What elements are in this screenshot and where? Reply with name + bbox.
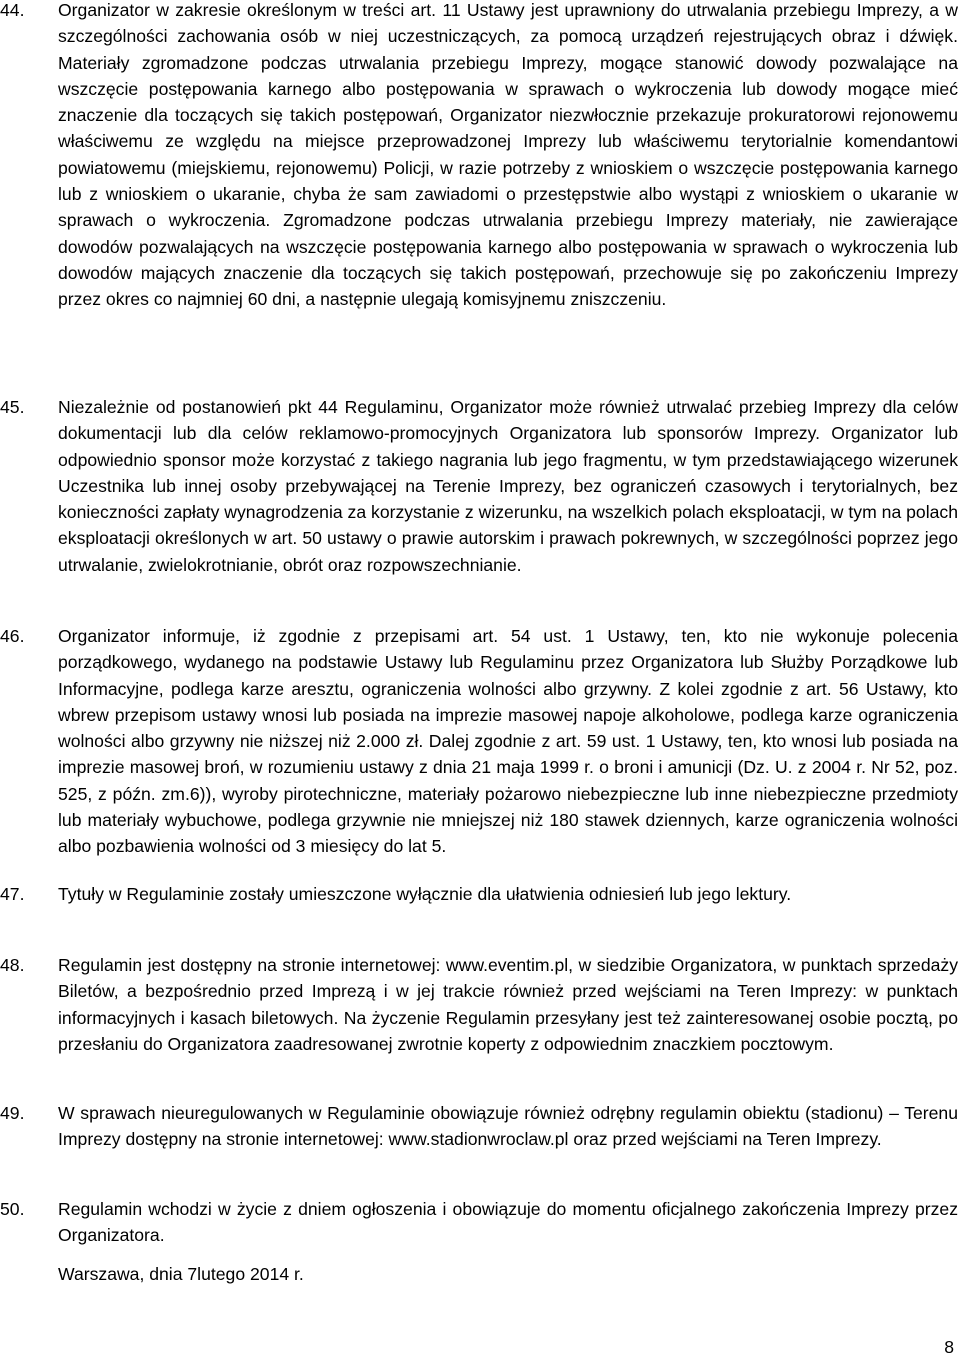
item-number: 46.	[0, 626, 25, 646]
item-number: 48.	[0, 955, 25, 975]
list-item-47	[0, 881, 960, 907]
item-text: Organizator informuje, iż zgodnie z przepisami art. 54 ust. 1 Ustawy, ten, kto nie wykonuje polecenia porządkowego, wydanego na podstawie Ustawy lub Regulaminu przez Organizatora lub Służby Porządkowe lub Informacyjne, podlega karze aresztu, ograniczenia wolności albo grzywny. Z kolei zgodnie z art. 56 Ustawy, kto wbrew przepisom ustawy wnosi lub posiada na imprezie masowej napoje alkoholowe, podlega karze ograniczenia wolności albo grzywny nie niższej niż 2.000 zł. Dalej zgodnie z art. 59 ust. 1 Ustawy, ten, kto wnosi lub posiada na imprezie masowej broń, w rozumieniu ustawy z dnia 21 maja 1999 r. o broni i amunicji (Dz. U. z 2004 r. Nr 52, poz. 525, z późn. zm.6)), wyroby pirotechniczne, materiały pożarowo niebezpieczne lub inne niebezpieczne przedmioty lub materiały wybuchowe, podlega grzywnie nie mniejszej niż 180 stawek dziennych, karze ograniczenia wolności albo pozbawienia wolności od 3 miesięcy do lat 5.	[58, 626, 958, 857]
item-number: 47.	[0, 884, 25, 904]
item-number: 50.	[0, 1199, 25, 1219]
item-text: Niezależnie od postanowień pkt 44 Regulaminu, Organizator może również utrwalać przebieg Imprezy dla celów dokumentacji lub dla celów reklamowo-promocyjnych Organizatora lub sponsorów Imprezy. Organizator lub odpowiednio sponsor może korzystać z takiego nagrania lub jego fragmentu, w tym przedstawiającego wizerunek Uczestnika lub innej osoby przebywającej na Terenie Imprezy, bez ograniczeń czasowych i terytorialnych, bez konieczności zapłaty wynagrodzenia za korzystanie z wizerunku, na wszelkich polach eksploatacji, w tym na polach eksploatacji określonych w art. 50 ustawy o prawie autorskim i prawach pokrewnych, w szczególności poprzez jego utrwalanie, zwielokrotnianie, obrót oraz rozpowszechnianie.	[58, 397, 958, 575]
item-text: W sprawach nieuregulowanych w Regulaminie obowiązuje również odrębny regulamin obiektu (stadionu) – Terenu Imprezy dostępny na stronie internetowej: www.stadionwroclaw.pl oraz przed wejściami na Teren Imprezy.	[58, 1103, 958, 1150]
place-and-date: Warszawa, dnia 7lutego 2014 r.	[58, 1264, 304, 1284]
list-item-46	[0, 623, 960, 860]
item-text: Organizator w zakresie określonym w treści art. 11 Ustawy jest uprawniony do utrwalania przebiegu Imprezy, a w szczególności zachowania osób w niej uczestniczących, za pomocą urządzeń rejestrujących obraz i dźwięk. Materiały zgromadzone podczas utrwalania przebiegu Imprezy, mogące stanowić dowody pozwalające na wszczęcie postępowania karnego albo postępowania w sprawach o wykroczenia lub dowody mogące mieć znaczenie dla toczących się takich postępowań, Organizator niezwłocznie przekazuje prokuratorowi rejonowemu właściwemu ze względu na miejsce przeprowadzonej Imprezy lub właściwemu terytorialnie komendantowi powiatowemu (miejskiemu, rejonowemu) Policji, w razie potrzeby z wnioskiem o wszczęcie postępowania karnego lub z wnioskiem o ukaranie, chyba że sam zawiadomi o przestępstwie albo wystąpi z wnioskiem o ukaranie w sprawach o wykroczenia. Zgromadzone podczas utrwalania przebiegu Imprezy materiały, nie zawierające dowodów pozwalających na wszczęcie postępowania karnego albo postępowania w sprawach o wykroczenia lub dowodów mających znaczenie dla toczących się takich postępowań, przechowuje się po zakończeniu Imprezy przez okres co najmniej 60 dni, a następnie ulegają komisyjnemu zniszczeniu.	[58, 0, 958, 310]
item-text: Regulamin wchodzi w życie z dniem ogłoszenia i obowiązuje do momentu oficjalnego zakończenia Imprezy przez Organizatora.	[58, 1199, 958, 1246]
list-item-45	[0, 394, 960, 578]
item-number: 45.	[0, 397, 25, 417]
list-item-48	[0, 952, 960, 1057]
item-text: Regulamin jest dostępny na stronie internetowej: www.eventim.pl, w siedzibie Organizatora, w punktach sprzedaży Biletów, a bezpośrednio przed Imprezą i w jej trakcie również przed wejściami na Teren Imprezy: w punktach informacyjnych i kasach biletowych. Na życzenie Regulamin przesyłany jest też zainteresowanej osobie pocztą, po przesłaniu do Organizatora zaadresowanej zwrotnie koperty z odpowiednim znaczkiem pocztowym.	[58, 955, 958, 1054]
list-item-50	[0, 1196, 960, 1249]
item-number: 49.	[0, 1103, 25, 1123]
list-item-49	[0, 1100, 960, 1153]
item-text: Tytuły w Regulaminie zostały umieszczone wyłącznie dla ułatwienia odniesień lub jego lektury.	[58, 884, 792, 904]
item-number: 44.	[0, 0, 25, 20]
page-number: 8	[944, 1337, 954, 1357]
list-item-44	[0, 0, 960, 313]
